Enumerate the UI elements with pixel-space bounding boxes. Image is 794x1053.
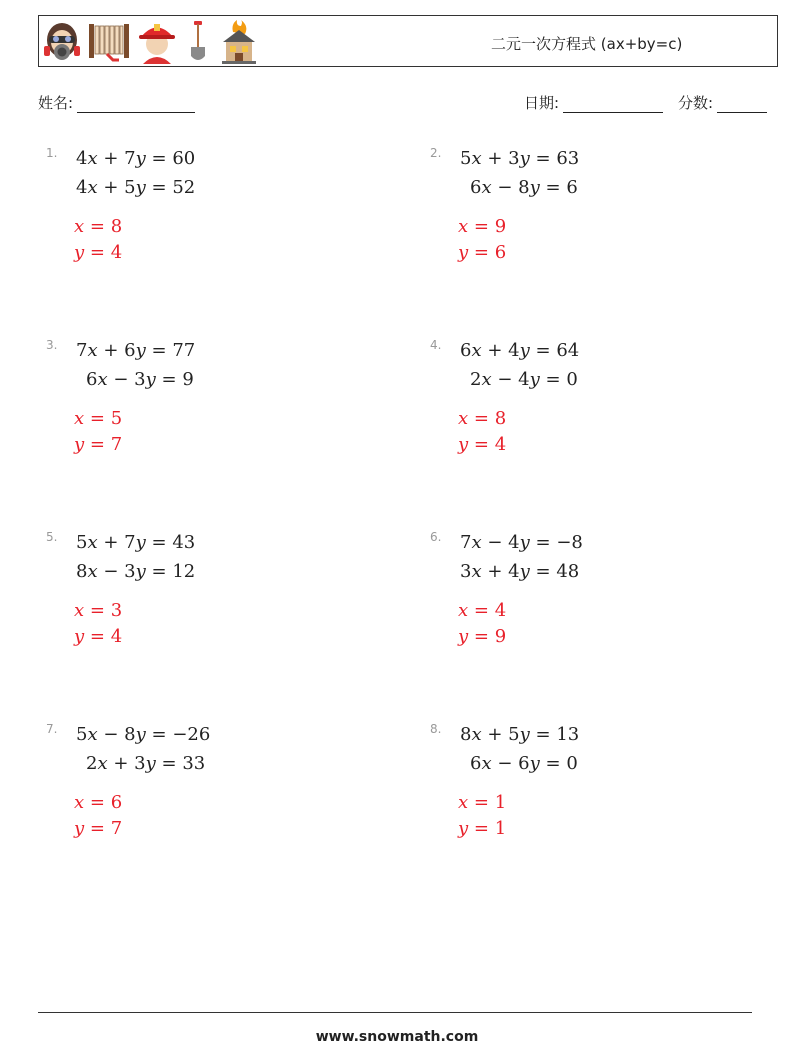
burning-house-icon: [219, 20, 259, 64]
problem-number: 3.: [46, 338, 58, 352]
answer-var-y: y: [458, 434, 469, 455]
coef-y: 5: [508, 724, 520, 745]
var-x: x: [87, 148, 98, 169]
answer-x-value: = 1: [473, 792, 507, 813]
coef-x: 3: [460, 561, 472, 582]
rhs: = 0: [545, 753, 578, 774]
coef-x: 8: [76, 561, 88, 582]
operator: +: [487, 148, 503, 169]
equation-2: [86, 753, 205, 774]
answer-y: [458, 818, 506, 839]
answer-var-x: x: [74, 408, 85, 429]
var-x: x: [471, 148, 482, 169]
coef-x: 6: [470, 177, 482, 198]
answer-x-value: = 9: [473, 216, 507, 237]
answer-y: [458, 242, 506, 263]
coef-x: 8: [460, 724, 472, 745]
rhs: = 77: [151, 340, 196, 361]
var-y: y: [519, 561, 530, 582]
var-y: y: [519, 532, 530, 553]
var-y: y: [135, 561, 146, 582]
equation-2: [76, 177, 195, 198]
coef-x: 6: [460, 340, 472, 361]
var-x: x: [87, 532, 98, 553]
coef-x: 5: [76, 724, 88, 745]
answer-y-value: = 4: [89, 242, 123, 263]
rhs: = 9: [161, 369, 194, 390]
answer-x-value: = 8: [89, 216, 123, 237]
answer-x: [74, 216, 122, 237]
coef-y: 8: [518, 177, 530, 198]
rhs: = 48: [535, 561, 580, 582]
answer-x: [74, 600, 122, 621]
rhs: = 63: [535, 148, 580, 169]
rhs: = 60: [151, 148, 196, 169]
var-x: x: [471, 340, 482, 361]
answer-y: [74, 242, 122, 263]
problem-8: [430, 722, 790, 882]
var-y: y: [519, 148, 530, 169]
problem-number: 1.: [46, 146, 58, 160]
answer-var-x: x: [458, 600, 469, 621]
problem-number: 8.: [430, 722, 442, 736]
answer-var-y: y: [74, 434, 85, 455]
var-y: y: [529, 753, 540, 774]
rhs: = 0: [545, 369, 578, 390]
answer-y: [458, 434, 506, 455]
problem-7: [46, 722, 406, 882]
answer-y: [74, 818, 122, 839]
answer-var-y: y: [458, 626, 469, 647]
operator: −: [487, 532, 503, 553]
footer-url: www.snowmath.com: [315, 1029, 479, 1045]
var-x: x: [87, 340, 98, 361]
firefighter-icon: [137, 20, 177, 64]
equation-2: [86, 369, 194, 390]
problem-number: 4.: [430, 338, 442, 352]
date-line[interactable]: [563, 98, 663, 113]
rhs: = 12: [151, 561, 196, 582]
var-x: x: [87, 561, 98, 582]
name-line[interactable]: [77, 98, 195, 113]
rhs: = 13: [535, 724, 580, 745]
operator: +: [103, 340, 119, 361]
coef-y: 8: [124, 724, 136, 745]
equation-1: [76, 148, 195, 169]
coef-y: 3: [508, 148, 520, 169]
coef-y: 4: [508, 561, 520, 582]
var-x: x: [97, 369, 108, 390]
problem-number: 7.: [46, 722, 58, 736]
coef-x: 5: [460, 148, 472, 169]
operator: −: [113, 369, 129, 390]
equation-2: [76, 561, 195, 582]
answer-var-y: y: [458, 242, 469, 263]
var-x: x: [481, 177, 492, 198]
answer-var-x: x: [74, 600, 85, 621]
coef-y: 3: [134, 369, 146, 390]
rhs: = 52: [151, 177, 196, 198]
answer-x-value: = 3: [89, 600, 123, 621]
coef-y: 6: [124, 340, 136, 361]
var-x: x: [97, 753, 108, 774]
answer-y-value: = 6: [473, 242, 507, 263]
answer-var-x: x: [74, 792, 85, 813]
equation-1: [460, 724, 579, 745]
score-line[interactable]: [717, 98, 767, 113]
problem-5: [46, 530, 406, 690]
fire-hose-icon: [87, 20, 131, 64]
score-field[interactable]: [678, 92, 767, 113]
equation-2: [470, 369, 578, 390]
coef-x: 2: [86, 753, 98, 774]
problem-4: [430, 338, 790, 498]
answer-y-value: = 4: [473, 434, 507, 455]
var-x: x: [481, 753, 492, 774]
coef-x: 6: [86, 369, 98, 390]
answer-x-value: = 5: [89, 408, 123, 429]
var-y: y: [135, 532, 146, 553]
coef-y: 4: [518, 369, 530, 390]
problem-3: [46, 338, 406, 498]
coef-x: 5: [76, 532, 88, 553]
coef-y: 7: [124, 148, 136, 169]
problem-number: 2.: [430, 146, 442, 160]
operator: +: [103, 532, 119, 553]
var-y: y: [519, 724, 530, 745]
operator: +: [103, 177, 119, 198]
problem-2: [430, 146, 790, 306]
coef-y: 4: [508, 532, 520, 553]
operator: +: [487, 340, 503, 361]
var-x: x: [481, 369, 492, 390]
coef-y: 6: [518, 753, 530, 774]
answer-y-value: = 9: [473, 626, 507, 647]
coef-y: 3: [124, 561, 136, 582]
var-y: y: [135, 340, 146, 361]
header-icons: [43, 19, 259, 65]
problem-number: 6.: [430, 530, 442, 544]
answer-x: [74, 408, 122, 429]
coef-x: 4: [76, 177, 88, 198]
answer-var-y: y: [74, 626, 85, 647]
equation-1: [460, 340, 579, 361]
worksheet-title: 二元一次方程式 (ax+by=c): [491, 35, 683, 53]
rhs: = 33: [161, 753, 206, 774]
operator: −: [497, 369, 513, 390]
equation-2: [460, 561, 579, 582]
operator: −: [103, 561, 119, 582]
operator: +: [103, 148, 119, 169]
answer-y-value: = 4: [89, 626, 123, 647]
coef-y: 3: [134, 753, 146, 774]
gas-mask-icon: [43, 20, 81, 64]
var-x: x: [471, 532, 482, 553]
score-label: 分数:: [678, 94, 714, 112]
answer-y-value: = 1: [473, 818, 507, 839]
var-y: y: [135, 724, 146, 745]
answer-y-value: = 7: [89, 818, 123, 839]
coef-y: 5: [124, 177, 136, 198]
answer-var-y: y: [74, 818, 85, 839]
answer-y-value: = 7: [89, 434, 123, 455]
coef-x: 6: [470, 753, 482, 774]
answer-var-x: x: [458, 792, 469, 813]
answer-var-y: y: [74, 242, 85, 263]
worksheet-header: [38, 15, 778, 67]
operator: +: [487, 724, 503, 745]
answer-x-value: = 8: [473, 408, 507, 429]
date-field[interactable]: [524, 92, 663, 113]
equation-1: [460, 148, 579, 169]
operator: −: [497, 753, 513, 774]
operator: −: [103, 724, 119, 745]
coef-x: 7: [460, 532, 472, 553]
rhs: = −26: [151, 724, 211, 745]
problem-6: [430, 530, 790, 690]
coef-y: 7: [124, 532, 136, 553]
rhs: = 64: [535, 340, 580, 361]
equation-1: [76, 340, 195, 361]
answer-y: [74, 434, 122, 455]
operator: +: [487, 561, 503, 582]
answer-var-x: x: [74, 216, 85, 237]
equation-1: [460, 532, 583, 553]
var-y: y: [529, 369, 540, 390]
equation-2: [470, 177, 578, 198]
var-y: y: [529, 177, 540, 198]
answer-x: [74, 792, 122, 813]
rhs: = 6: [545, 177, 578, 198]
date-label: 日期:: [524, 94, 560, 112]
var-x: x: [471, 724, 482, 745]
var-y: y: [145, 369, 156, 390]
answer-x: [458, 792, 506, 813]
answer-x-value: = 4: [473, 600, 507, 621]
answer-y: [74, 626, 122, 647]
answer-x: [458, 600, 506, 621]
answer-var-x: x: [458, 216, 469, 237]
operator: −: [497, 177, 513, 198]
equation-1: [76, 724, 210, 745]
var-y: y: [135, 177, 146, 198]
var-x: x: [87, 724, 98, 745]
rhs: = 43: [151, 532, 196, 553]
var-y: y: [135, 148, 146, 169]
answer-x-value: = 6: [89, 792, 123, 813]
answer-var-x: x: [458, 408, 469, 429]
coef-x: 2: [470, 369, 482, 390]
answer-x: [458, 216, 506, 237]
equation-2: [470, 753, 578, 774]
name-field[interactable]: [38, 92, 195, 113]
name-label: 姓名:: [38, 94, 74, 112]
coef-x: 7: [76, 340, 88, 361]
var-x: x: [87, 177, 98, 198]
rhs: = −8: [535, 532, 583, 553]
shovel-icon: [183, 20, 213, 64]
answer-y: [458, 626, 506, 647]
coef-x: 4: [76, 148, 88, 169]
coef-y: 4: [508, 340, 520, 361]
equation-1: [76, 532, 195, 553]
footer-divider: [38, 1012, 752, 1013]
var-y: y: [145, 753, 156, 774]
operator: +: [113, 753, 129, 774]
problem-number: 5.: [46, 530, 58, 544]
answer-x: [458, 408, 506, 429]
problem-1: [46, 146, 406, 306]
answer-var-y: y: [458, 818, 469, 839]
var-x: x: [471, 561, 482, 582]
var-y: y: [519, 340, 530, 361]
